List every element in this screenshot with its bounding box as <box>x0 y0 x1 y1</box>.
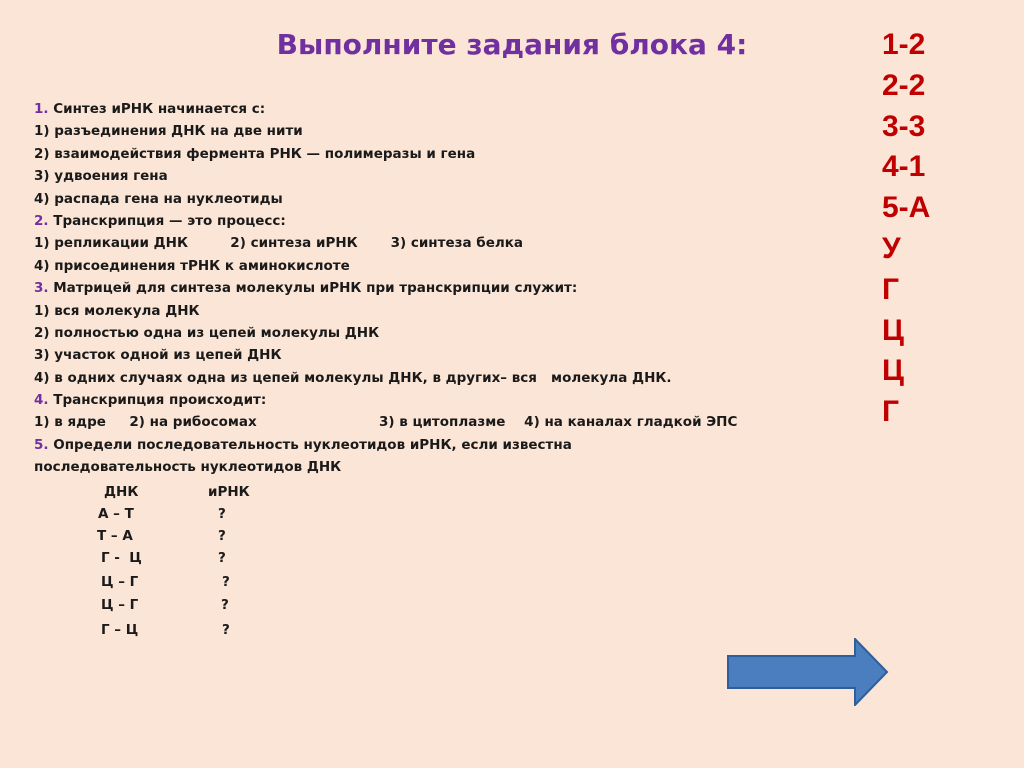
question-text: Транскрипция происходит: <box>48 392 267 409</box>
answer-item: Ц <box>882 354 904 388</box>
answer-item: 2-2 <box>882 68 926 102</box>
next-arrow-icon[interactable] <box>727 638 889 706</box>
question-number: 5. <box>34 436 49 453</box>
rna-answer: ? <box>222 622 230 638</box>
option: 2) взаимодействия фермента РНК — полимеразы и гена <box>34 145 476 162</box>
answer-item: 3-3 <box>882 109 926 143</box>
task-block <box>34 98 834 479</box>
question-number: 2. <box>34 212 49 229</box>
dna-pair: Т – А <box>97 528 133 544</box>
question-number: 4. <box>34 392 49 409</box>
answer-item: 4-1 <box>882 150 926 184</box>
question-4 <box>34 389 834 411</box>
dna-pair: А – Т <box>98 506 134 522</box>
option: 1) разъединения ДНК на две нити <box>34 123 303 140</box>
option: 1) вся молекула ДНК <box>34 302 200 319</box>
option: 3) удвоения гена <box>34 168 168 185</box>
question-text-continued: последовательность нуклеотидов ДНК <box>34 459 342 476</box>
rna-answer: ? <box>218 528 226 544</box>
answer-item: Г <box>882 395 900 429</box>
answer-item: Г <box>882 272 900 306</box>
question-2 <box>34 210 834 232</box>
option: 4) в одних случаях одна из цепей молекулы ДНК, в других– вся молекула ДНК. <box>34 369 672 386</box>
question-1 <box>34 98 834 120</box>
question-number: 1. <box>34 101 49 117</box>
rna-answer: ? <box>222 574 230 590</box>
answer-key <box>882 25 930 433</box>
option-row: 1) в ядре 2) на рибосомах 3) в цитоплазме 4) на каналах гладкой ЭПС <box>34 414 738 431</box>
option: 4) присоединения тРНК к аминокислоте <box>34 257 350 274</box>
answer-item: 5-А <box>882 191 931 225</box>
rna-answer: ? <box>218 550 226 566</box>
option: 3) участок одной из цепей ДНК <box>34 347 282 364</box>
question-number: 3. <box>34 280 49 297</box>
question-text: Матрицей для синтеза молекулы иРНК при транскрипции служит: <box>48 280 578 297</box>
rna-answer: ? <box>221 597 229 613</box>
header-rna: иРНК <box>208 484 250 500</box>
dna-pair: Ц – Г <box>101 574 139 590</box>
dna-pair: Г – Ц <box>101 622 139 638</box>
question-5 <box>34 434 834 456</box>
dna-pair: Г - Ц <box>101 550 142 566</box>
question-text: Транскрипция — это процесс: <box>48 212 286 229</box>
rna-answer: ? <box>218 506 226 522</box>
question-text: Синтез иРНК начинается с: <box>48 101 266 117</box>
page-title: Выполните задания блока 4: <box>276 28 748 61</box>
answer-item: У <box>882 231 901 265</box>
option-row: 1) репликации ДНК 2) синтеза иРНК 3) синтеза белка <box>34 235 524 252</box>
answer-item: Ц <box>882 313 904 347</box>
answer-item: 1-2 <box>882 28 926 61</box>
question-text: Определи последовательность нуклеотидов иРНК, если известна <box>48 436 572 453</box>
option: 2) полностью одна из цепей молекулы ДНК <box>34 324 380 341</box>
header-dna: ДНК <box>104 484 139 500</box>
dna-pair: Ц – Г <box>101 597 139 613</box>
option: 4) распада гена на нуклеотиды <box>34 190 283 207</box>
question-3 <box>34 277 834 299</box>
